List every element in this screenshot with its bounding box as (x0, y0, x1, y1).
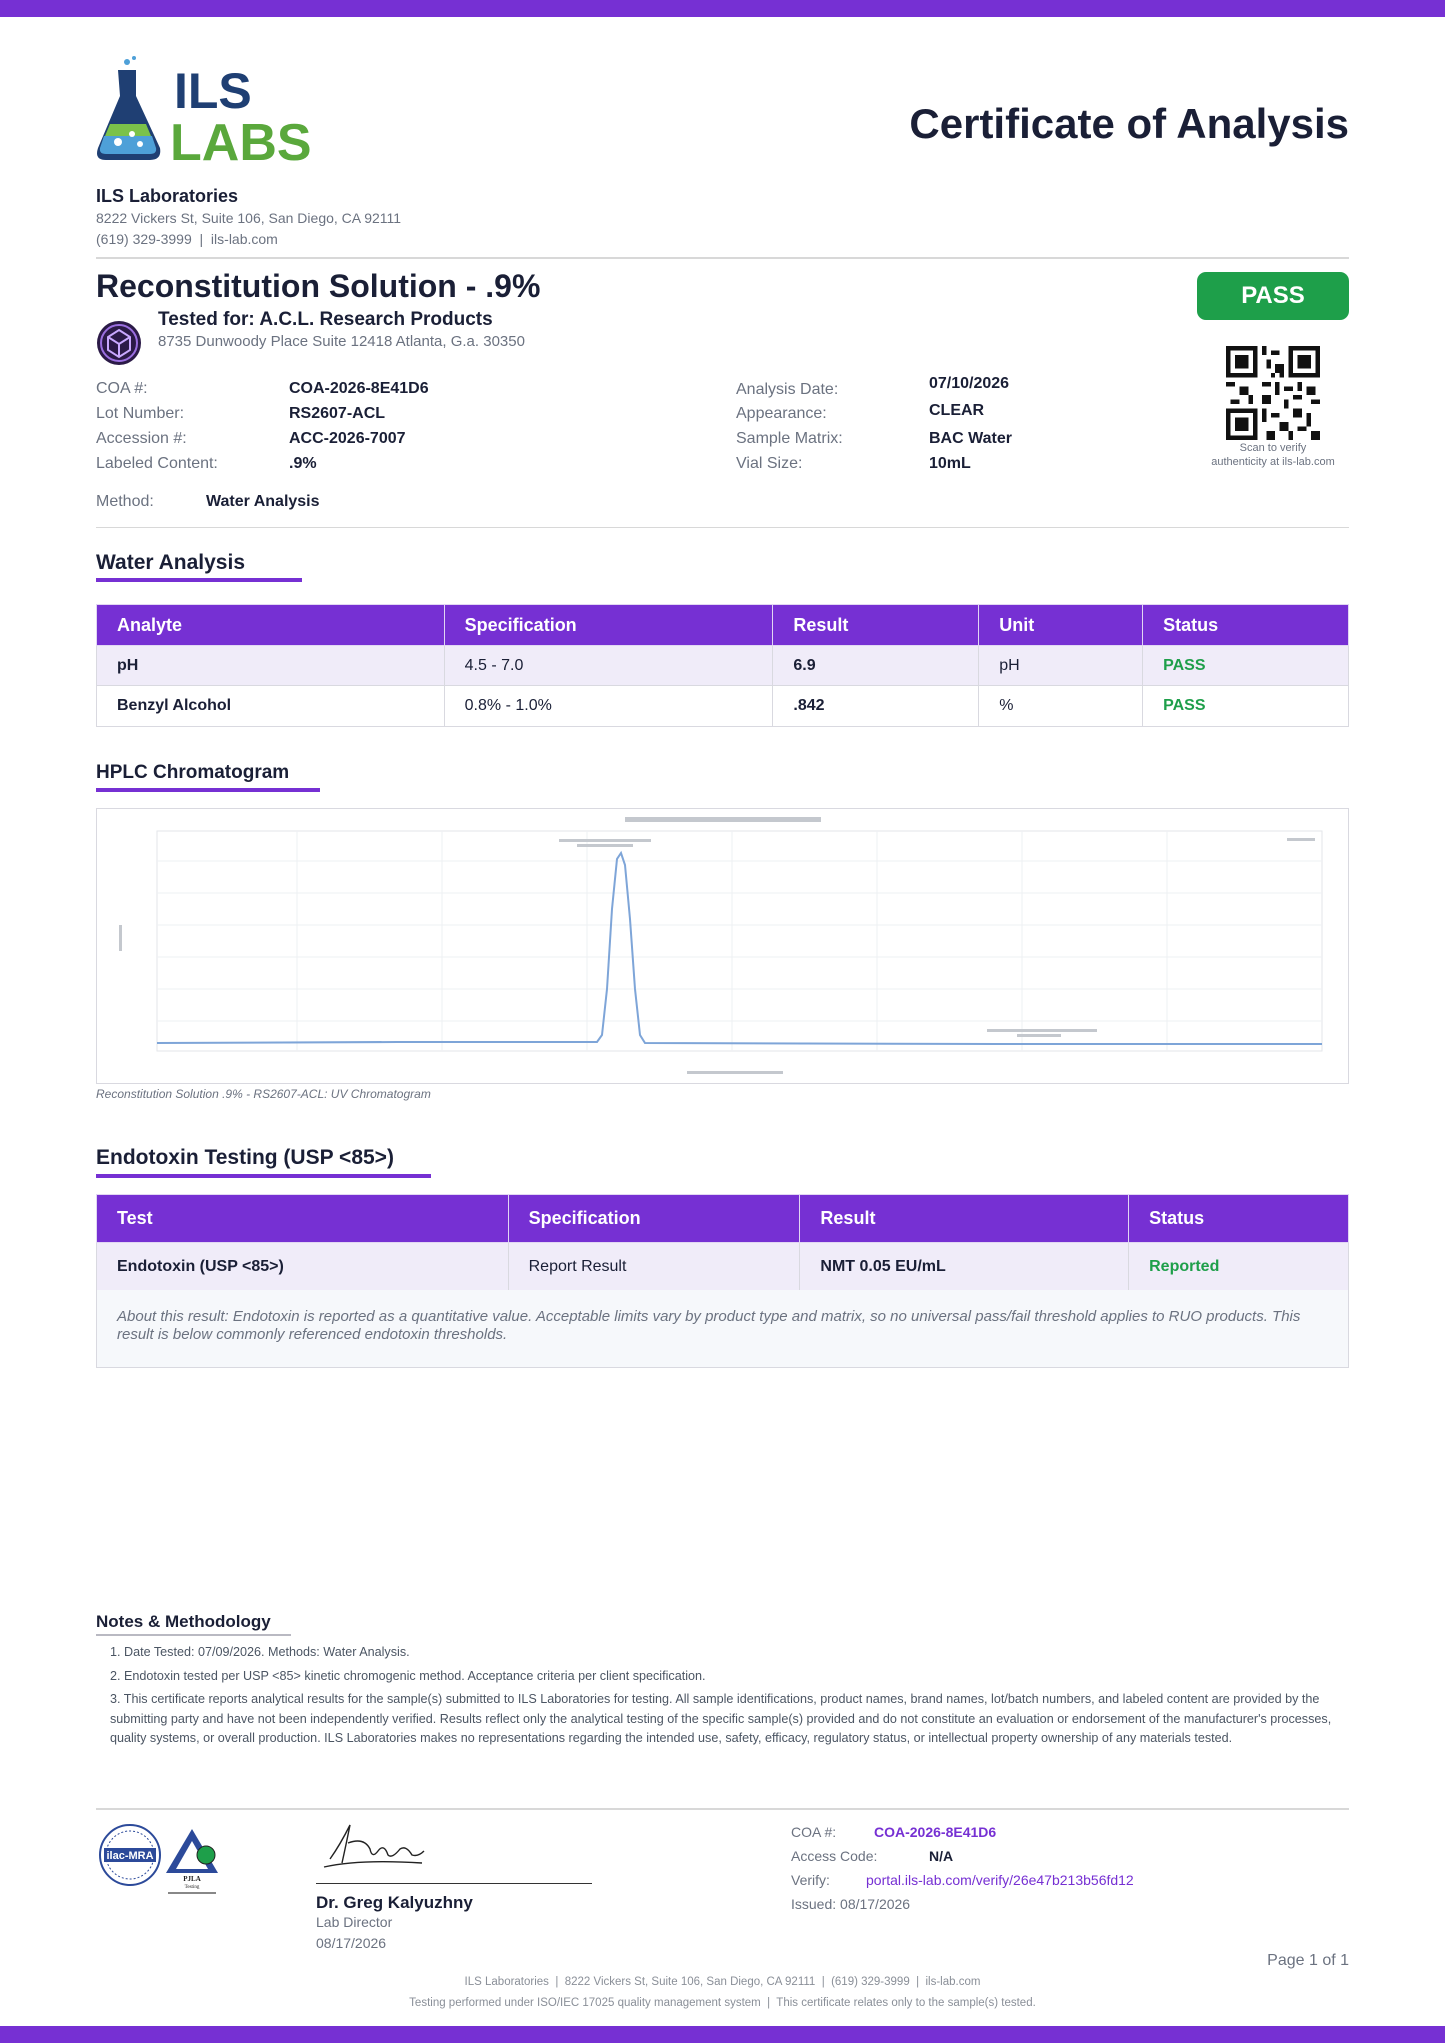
col-status: Status (1129, 1195, 1349, 1243)
appearance-label: Appearance: (736, 405, 827, 422)
col-unit: Unit (979, 605, 1143, 646)
col-test: Test (97, 1195, 509, 1243)
ils-labs-logo (96, 56, 314, 164)
footer-divider (96, 1808, 1349, 1810)
footer-disclaimer: Testing performed under ISO/IEC 17025 quality management system | This certificate relates only to the sample(s) tested. (409, 1997, 1036, 2009)
top-accent-bar (0, 0, 1445, 17)
svg-text:PJLA: PJLA (183, 1875, 201, 1883)
meta-divider (96, 527, 1349, 528)
col-specification: Specification (508, 1195, 800, 1243)
note-item: 3. This certificate reports analytical results for the sample(s) submitted to ILS Laboratories for testing. All sample identifications, product names, brand names, lot/batch numbers, and labeled content are provided by the submitting party and have not been independently verified. Results reflect only the analytical testing of the specific sample(s) provided and do not constitute an evaluation or endorsement of the manufacturer's processes, quality systems, or overall production. ILS Laboratories makes no representations regarding the intended use, safety, efficacy, regulatory status, or intellectual property ownership of any materials tested. (110, 1692, 1332, 1745)
qr-caption-line1: Scan to verify (1239, 442, 1307, 454)
spec-cell: 4.5 - 7.0 (444, 646, 773, 686)
verify-link[interactable]: portal.ils-lab.com/verify/26e47b213b56fd12 (866, 1872, 1134, 1888)
accession-label: Accession #: (96, 430, 187, 447)
appearance-value: CLEAR (929, 402, 985, 419)
result-cell: NMT 0.05 EU/mL (800, 1243, 1129, 1291)
qr-caption (1188, 441, 1358, 469)
hplc-underline (96, 788, 320, 792)
lot-number-value: RS2607-ACL (289, 405, 386, 422)
verify-coa-label: COA #: (791, 1824, 837, 1840)
sample-matrix-value: BAC Water (929, 430, 1012, 447)
verify-label: Verify: (791, 1872, 830, 1888)
col-analyte: Analyte (97, 605, 445, 646)
coa-number-value: COA-2026-8E41D6 (289, 380, 429, 397)
table-row (97, 646, 1349, 686)
qr-code-icon[interactable] (1226, 346, 1320, 440)
test-cell: Endotoxin (USP <85>) (97, 1243, 509, 1291)
endotoxin-title: Endotoxin Testing (USP <85>) (96, 1146, 394, 1169)
vial-size-label: Vial Size: (736, 455, 803, 472)
hplc-title: HPLC Chromatogram (96, 762, 290, 783)
col-result: Result (773, 605, 979, 646)
svg-text:Testing: Testing (184, 1885, 200, 1890)
logo-text-labs: LABS (170, 114, 312, 164)
accession-value: ACC-2026-7007 (289, 430, 406, 447)
signature-line (316, 1883, 592, 1884)
lab-address: 8222 Vickers St, Suite 106, San Diego, CA 92111 (96, 210, 402, 226)
ilac-mra-logo (98, 1823, 162, 1887)
spec-cell: Report Result (508, 1243, 800, 1291)
pjla-logo (162, 1823, 226, 1897)
access-code-value: N/A (929, 1848, 954, 1864)
labeled-content-value: .9% (289, 455, 317, 472)
notes-list (110, 1643, 1345, 1753)
unit-cell: pH (979, 646, 1143, 686)
note-item: 1. Date Tested: 07/09/2026. Methods: Water Analysis. (110, 1645, 410, 1659)
lab-name: ILS Laboratories (96, 186, 239, 206)
analyte-cell: pH (97, 646, 445, 686)
product-title: Reconstitution Solution - .9% (96, 268, 541, 304)
client-logo (96, 320, 142, 366)
table-row (97, 1243, 1349, 1291)
status-cell: Reported (1129, 1243, 1349, 1291)
analyte-cell: Benzyl Alcohol (97, 686, 445, 727)
col-specification: Specification (444, 605, 773, 646)
overall-pass-badge: PASS (1197, 272, 1349, 320)
table-header-row (97, 1195, 1349, 1243)
verify-coa-value: COA-2026-8E41D6 (874, 1824, 997, 1840)
chromatogram-caption: Reconstitution Solution .9% - RS2607-ACL: UV Chromatogram (96, 1087, 431, 1101)
table-row (97, 686, 1349, 727)
labeled-content-label: Labeled Content: (96, 455, 218, 472)
unit-cell: % (979, 686, 1143, 727)
spec-cell: 0.8% - 1.0% (444, 686, 773, 727)
hplc-chromatogram-image (96, 808, 1349, 1084)
result-cell: .842 (773, 686, 979, 727)
result-cell: 6.9 (773, 646, 979, 686)
footer-address: ILS Laboratories | 8222 Vickers St, Suite 106, San Diego, CA 92111 | (619) 329-3999 | ils-lab.com (464, 1976, 981, 1988)
header-divider (96, 257, 1349, 259)
method-value: Water Analysis (206, 493, 320, 510)
method-label: Method: (96, 493, 154, 510)
sample-matrix-label: Sample Matrix: (736, 430, 843, 447)
water-analysis-underline (96, 578, 302, 582)
signatory-title: Lab Director (316, 1914, 393, 1930)
lot-number-label: Lot Number: (96, 405, 185, 422)
bottom-accent-bar (0, 2026, 1445, 2043)
coa-number-label: COA #: (96, 380, 148, 397)
issued-date: Issued: 08/17/2026 (791, 1896, 911, 1912)
notes-underline (96, 1634, 291, 1636)
document-title: Certificate of Analysis (909, 100, 1349, 147)
status-cell: PASS (1143, 686, 1349, 727)
notes-title: Notes & Methodology (96, 1612, 271, 1631)
svg-text:ilac-MRA: ilac-MRA (106, 1850, 154, 1862)
client-address: 8735 Dunwoody Place Suite 12418 Atlanta, G.a. 30350 (158, 333, 525, 350)
tested-for: Tested for: A.C.L. Research Products (158, 309, 493, 330)
logo-text-ils: ILS (174, 63, 252, 119)
chromatogram-graphic (97, 809, 1348, 1083)
endotoxin-table (96, 1194, 1349, 1291)
lab-contact: (619) 329-3999 | ils-lab.com (96, 231, 278, 247)
note-item: 2. Endotoxin tested per USP <85> kinetic chromogenic method. Acceptance criteria per client specification. (110, 1668, 706, 1683)
access-code-label: Access Code: (791, 1848, 878, 1864)
col-result: Result (800, 1195, 1129, 1243)
director-signature (320, 1815, 430, 1875)
page-number: Page 1 of 1 (1267, 1952, 1349, 1969)
vial-size-value: 10mL (929, 455, 971, 472)
status-cell: PASS (1143, 646, 1349, 686)
water-analysis-table (96, 604, 1349, 727)
table-header-row (97, 605, 1349, 646)
col-status: Status (1143, 605, 1349, 646)
endotoxin-underline (96, 1174, 431, 1178)
signatory-name: Dr. Greg Kalyuzhny (316, 1893, 473, 1912)
qr-caption-line2: authenticity at ils-lab.com (1211, 456, 1335, 468)
analysis-date-value: 07/10/2026 (929, 375, 1010, 392)
signatory-date: 08/17/2026 (316, 1935, 387, 1951)
water-analysis-title: Water Analysis (96, 551, 245, 574)
endotoxin-note: About this result: Endotoxin is reported as a quantitative value. Acceptable limits vary by product type and matrix, so no universal pass/fail threshold applies to RUO products. This result is below commonly referenced endotoxin thresholds. (96, 1290, 1349, 1368)
analysis-date-label: Analysis Date: (736, 381, 839, 398)
